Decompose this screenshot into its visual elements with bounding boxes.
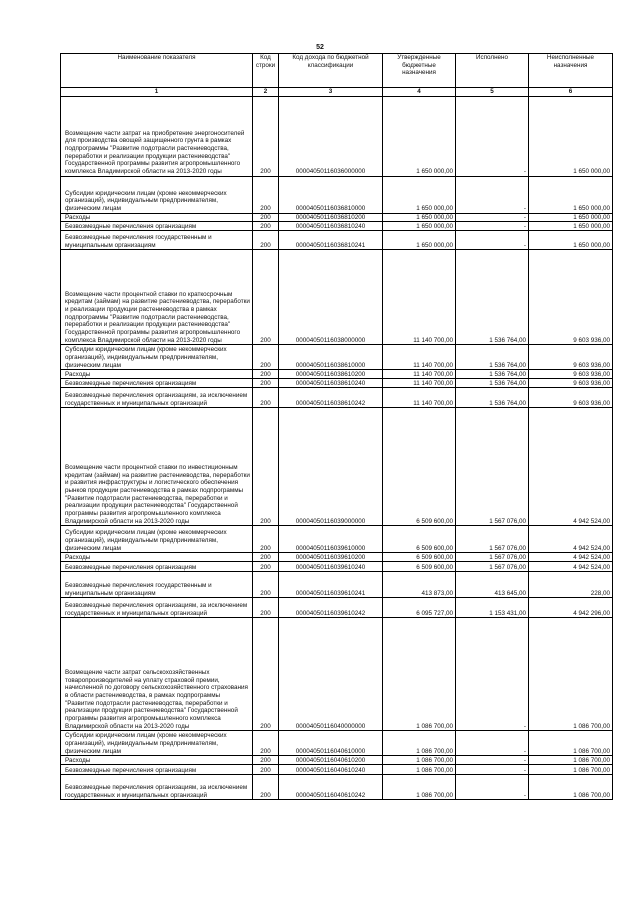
row-approved: 1 086 700,00 <box>383 756 456 765</box>
table-row <box>61 345 613 370</box>
row-approved: 11 140 700,00 <box>383 370 456 379</box>
row-unexecuted: 4 942 524,00 <box>529 562 613 572</box>
row-income-code: 00004050116040610240 <box>279 765 383 775</box>
row-income-code: 00004050116036810000 <box>279 176 383 213</box>
row-executed: - <box>456 765 529 775</box>
table-row <box>61 526 613 553</box>
column-number: 2 <box>253 88 279 97</box>
row-approved: 1 650 000,00 <box>383 96 456 176</box>
report-body <box>61 96 613 800</box>
row-executed: 1 536 764,00 <box>456 250 529 345</box>
row-approved: 1 650 000,00 <box>383 213 456 222</box>
table-row <box>61 562 613 572</box>
row-executed: 413 645,00 <box>456 572 529 598</box>
row-approved: 1 086 700,00 <box>383 618 456 731</box>
row-name: Безвозмездные перечисления государственным и муниципальным организациям <box>61 572 253 598</box>
row-approved: 1 650 000,00 <box>383 176 456 213</box>
table-row <box>61 379 613 388</box>
row-unexecuted: 1 086 700,00 <box>529 775 613 800</box>
row-income-code: 00004050116039610200 <box>279 553 383 562</box>
row-name: Безвозмездные перечисления организациям, за исключением государственных и муниципальных организаций <box>61 388 253 408</box>
row-unexecuted: 9 603 936,00 <box>529 250 613 345</box>
row-name: Возмещение части затрат сельскохозяйственных товаропроизводителей на уплату страховой премии, начисленной по договору сельскохозяйственного страхования в области растениеводства, в рамках подпрограммы "Развитие подотрасли растениеводства, переработки и реализации продукции растениеводства" Государственной программы развития агропромышленного комплекса Владимирской области на 2013-2020 годы <box>61 618 253 731</box>
row-unexecuted: 1 650 000,00 <box>529 213 613 222</box>
row-unexecuted: 4 942 296,00 <box>529 598 613 618</box>
row-executed: 1 567 076,00 <box>456 553 529 562</box>
row-line-code: 200 <box>253 408 279 526</box>
page-number: 52 <box>316 44 324 51</box>
row-approved: 6 509 600,00 <box>383 408 456 526</box>
row-unexecuted: 9 603 936,00 <box>529 370 613 379</box>
row-executed: - <box>456 176 529 213</box>
row-line-code: 200 <box>253 96 279 176</box>
row-income-code: 00004050116038610242 <box>279 388 383 408</box>
row-unexecuted: 9 603 936,00 <box>529 345 613 370</box>
row-name: Безвозмездные перечисления организациям, за исключением государственных и муниципальных организаций <box>61 598 253 618</box>
column-number: 4 <box>383 88 456 97</box>
row-income-code: 00004050116040610242 <box>279 775 383 800</box>
table-row <box>61 388 613 408</box>
row-unexecuted: 1 650 000,00 <box>529 222 613 231</box>
table-row <box>61 96 613 176</box>
row-name: Расходы <box>61 553 253 562</box>
row-approved: 1 086 700,00 <box>383 765 456 775</box>
row-executed: 1 536 764,00 <box>456 345 529 370</box>
row-approved: 413 873,00 <box>383 572 456 598</box>
row-line-code: 200 <box>253 250 279 345</box>
row-line-code: 200 <box>253 553 279 562</box>
row-approved: 11 140 700,00 <box>383 345 456 370</box>
row-income-code: 00004050116036810241 <box>279 231 383 250</box>
row-approved: 11 140 700,00 <box>383 379 456 388</box>
row-unexecuted: 4 942 524,00 <box>529 553 613 562</box>
row-approved: 1 650 000,00 <box>383 222 456 231</box>
header-line-code: Код строки <box>253 54 279 88</box>
row-income-code: 00004050116039610000 <box>279 526 383 553</box>
table-row <box>61 222 613 231</box>
row-line-code: 200 <box>253 176 279 213</box>
table-row <box>61 756 613 765</box>
row-name: Расходы <box>61 756 253 765</box>
row-income-code: 00004050116040000000 <box>279 618 383 731</box>
table-row <box>61 765 613 775</box>
row-unexecuted: 4 942 524,00 <box>529 526 613 553</box>
row-unexecuted: 1 086 700,00 <box>529 756 613 765</box>
row-line-code: 200 <box>253 345 279 370</box>
column-number: 6 <box>529 88 613 97</box>
row-income-code: 00004050116039610240 <box>279 562 383 572</box>
row-income-code: 00004050116038000000 <box>279 250 383 345</box>
table-row <box>61 408 613 526</box>
row-line-code: 200 <box>253 775 279 800</box>
row-approved: 6 095 727,00 <box>383 598 456 618</box>
row-executed: - <box>456 618 529 731</box>
header-row <box>61 54 613 88</box>
row-approved: 1 650 000,00 <box>383 231 456 250</box>
row-unexecuted: 1 650 000,00 <box>529 231 613 250</box>
table-row <box>61 553 613 562</box>
row-line-code: 200 <box>253 618 279 731</box>
row-unexecuted: 9 603 936,00 <box>529 379 613 388</box>
row-income-code: 00004050116036810200 <box>279 213 383 222</box>
row-unexecuted: 1 086 700,00 <box>529 731 613 756</box>
table-row <box>61 250 613 345</box>
row-executed: - <box>456 775 529 800</box>
header-name: Наименование показателя <box>61 54 253 88</box>
row-name: Субсидии юридическим лицам (кроме некоммерческих организаций), индивидуальным предпринимателям, физическим лицам <box>61 176 253 213</box>
row-executed: - <box>456 222 529 231</box>
row-name: Расходы <box>61 370 253 379</box>
row-executed: - <box>456 96 529 176</box>
row-executed: - <box>456 213 529 222</box>
row-line-code: 200 <box>253 213 279 222</box>
row-executed: - <box>456 731 529 756</box>
row-line-code: 200 <box>253 765 279 775</box>
row-unexecuted: 1 086 700,00 <box>529 618 613 731</box>
row-executed: - <box>456 231 529 250</box>
row-income-code: 00004050116039000000 <box>279 408 383 526</box>
row-name: Возмещение части затрат на приобретение энергоносителей для производства овощей защищенного грунта в рамках подпрограммы "Развитие подотрасли растениеводства, переработки и реализации продукции растениеводства" Государственной программы развития агропромышленного комплекса Владимирской области на 2013-2020 годы <box>61 96 253 176</box>
row-line-code: 200 <box>253 572 279 598</box>
row-name: Безвозмездные перечисления организациям, за исключением государственных и муниципальных организаций <box>61 775 253 800</box>
row-income-code: 00004050116038610200 <box>279 370 383 379</box>
row-income-code: 00004050116036810240 <box>279 222 383 231</box>
row-approved: 6 509 600,00 <box>383 553 456 562</box>
row-executed: - <box>456 756 529 765</box>
table-row <box>61 598 613 618</box>
row-income-code: 00004050116038610000 <box>279 345 383 370</box>
row-line-code: 200 <box>253 222 279 231</box>
header-unexecuted: Неисполненные назначения <box>529 54 613 88</box>
row-executed: 1 567 076,00 <box>456 562 529 572</box>
table-row <box>61 775 613 800</box>
column-number: 5 <box>456 88 529 97</box>
row-name: Возмещение части процентной ставки по инвестиционным кредитам (займам) на развитие растениеводства, переработки и развития инфраструктуры и логистического обеспечения рынков продукции растениеводства в рамках подпрограммы "Развитие подотрасли растениеводства, переработки и реализации продукции растениеводства" Государственной программы развития агропромышленного комплекса Владимирской области на 2013-2020 годы <box>61 408 253 526</box>
header-approved: Утвержденные бюджетные назначения <box>383 54 456 88</box>
row-income-code: 00004050116036000000 <box>279 96 383 176</box>
table-row <box>61 176 613 213</box>
column-number: 3 <box>279 88 383 97</box>
row-line-code: 200 <box>253 756 279 765</box>
row-line-code: 200 <box>253 231 279 250</box>
row-name: Безвозмездные перечисления организациям <box>61 765 253 775</box>
row-unexecuted: 1 650 000,00 <box>529 96 613 176</box>
row-name: Безвозмездные перечисления организациям <box>61 562 253 572</box>
row-approved: 6 509 600,00 <box>383 526 456 553</box>
column-number: 1 <box>61 88 253 97</box>
row-line-code: 200 <box>253 379 279 388</box>
row-executed: 1 567 076,00 <box>456 526 529 553</box>
row-line-code: 200 <box>253 526 279 553</box>
row-name: Субсидии юридическим лицам (кроме некоммерческих организаций), индивидуальным предпринимателям, физическим лицам <box>61 526 253 553</box>
row-unexecuted: 4 942 524,00 <box>529 408 613 526</box>
table-row <box>61 731 613 756</box>
row-approved: 11 140 700,00 <box>383 388 456 408</box>
header-income-code: Код дохода по бюджетной классификации <box>279 54 383 88</box>
row-unexecuted: 1 650 000,00 <box>529 176 613 213</box>
row-unexecuted: 9 603 936,00 <box>529 388 613 408</box>
row-executed: 1 536 764,00 <box>456 388 529 408</box>
row-approved: 1 086 700,00 <box>383 775 456 800</box>
row-approved: 6 509 600,00 <box>383 562 456 572</box>
row-approved: 11 140 700,00 <box>383 250 456 345</box>
row-name: Субсидии юридическим лицам (кроме некоммерческих организаций), индивидуальным предпринимателям, физическим лицам <box>61 345 253 370</box>
table-row <box>61 618 613 731</box>
table-row <box>61 231 613 250</box>
row-executed: 1 536 764,00 <box>456 379 529 388</box>
row-name: Возмещение части процентной ставки по краткосрочным кредитам (займам) на развитие растениеводства, переработки и реализации продукции растениеводства в рамках подпрограммы "Развитие подотрасли растениеводства, переработки и реализации продукции растениеводства" Государственной программы развития агропромышленного комплекса Владимирской области на 2013-2020 годы <box>61 250 253 345</box>
table-row <box>61 213 613 222</box>
row-income-code: 00004050116039610242 <box>279 598 383 618</box>
row-approved: 1 086 700,00 <box>383 731 456 756</box>
row-line-code: 200 <box>253 598 279 618</box>
table-row <box>61 572 613 598</box>
row-executed: 1 536 764,00 <box>456 370 529 379</box>
row-unexecuted: 1 086 700,00 <box>529 765 613 775</box>
row-name: Субсидии юридическим лицам (кроме некоммерческих организаций), индивидуальным предпринимателям, физическим лицам <box>61 731 253 756</box>
row-income-code: 00004050116039610241 <box>279 572 383 598</box>
row-line-code: 200 <box>253 370 279 379</box>
row-name: Расходы <box>61 213 253 222</box>
budget-report-table <box>60 53 613 800</box>
row-executed: 1 153 431,00 <box>456 598 529 618</box>
row-line-code: 200 <box>253 562 279 572</box>
row-unexecuted: 228,00 <box>529 572 613 598</box>
row-line-code: 200 <box>253 388 279 408</box>
table-row <box>61 370 613 379</box>
column-number-row <box>61 88 613 97</box>
row-line-code: 200 <box>253 731 279 756</box>
row-name: Безвозмездные перечисления государственным и муниципальным организациям <box>61 231 253 250</box>
row-income-code: 00004050116040610000 <box>279 731 383 756</box>
row-executed: 1 567 076,00 <box>456 408 529 526</box>
row-name: Безвозмездные перечисления организациям <box>61 222 253 231</box>
row-name: Безвозмездные перечисления организациям <box>61 379 253 388</box>
row-income-code: 00004050116040610200 <box>279 756 383 765</box>
header-executed: Исполнено <box>456 54 529 88</box>
row-income-code: 00004050116038610240 <box>279 379 383 388</box>
